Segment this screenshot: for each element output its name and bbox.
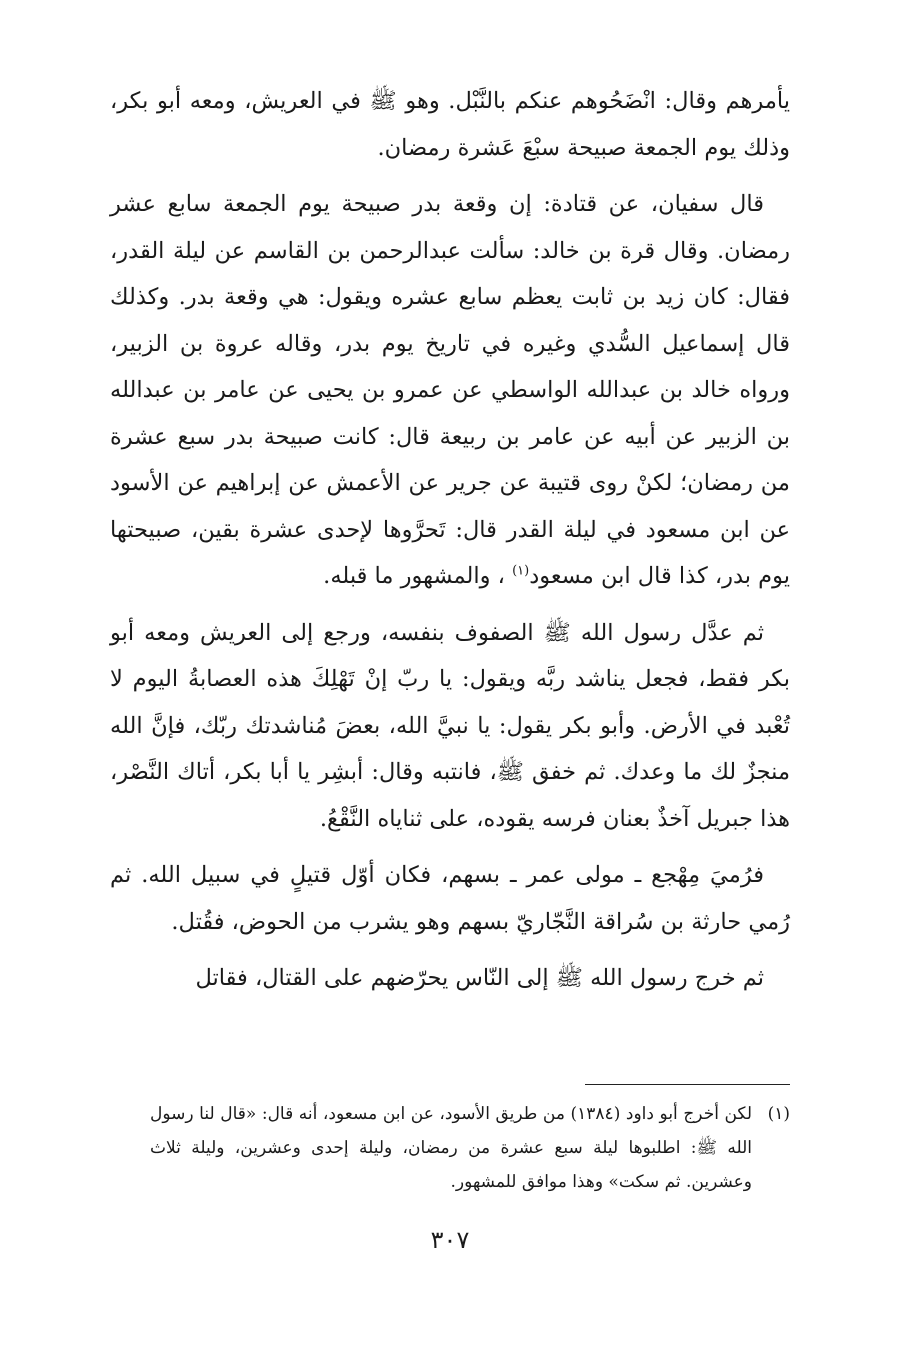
page-number: ٣٠٧	[430, 1226, 470, 1254]
footnotes-section	[150, 1097, 790, 1199]
footnote-reference[interactable]: (١)	[512, 563, 530, 579]
paragraph-2-text: قال سفيان، عن قتادة: إن وقعة بدر صبيحة يوم الجمعة سابع عشر رمضان. وقال قرة بن خالد: سألت عبدالرحمن بن القاسم عن ليلة القدر، فقال: كان زيد بن ثابت يعظم سابع عشره ويقول: هي وقعة بدر. وكذلك قال إسماعيل السُّدي وغيره في تاريخ يوم بدر، وقاله عروة بن الزبير، ورواه خالد بن عبدالله الواسطي عن عمرو بن يحيى عن عامر بن عبدالله بن الزبير عن أبيه عن عامر بن ربيعة قال: كانت صبيحة بدر سبع عشرة من رمضان؛ لكنْ روى قتيبة عن جرير عن الأعمش عن إبراهيم عن الأسود عن ابن مسعود في ليلة القدر قال: تَحرَّوها لإحدى عشرة بقين، صبيحتها يوم بدر، كذا قال ابن مسعود	[110, 191, 790, 589]
paragraph-4: فرُميَ مِهْجع ـ مولى عمر ـ بسهم، فكان أوّل قتيلٍ في سبيل الله. ثم رُمي حارثة بن سُراقة النَّجّاريّ بسهم وهو يشرب من الحوض، فقُتل.	[110, 862, 790, 935]
paragraph-2-tail: ، والمشهور ما قبله.	[323, 563, 505, 589]
paragraph-2	[110, 181, 790, 600]
main-text	[110, 78, 790, 1002]
footnote-1	[150, 1097, 790, 1199]
footnote-divider	[585, 1084, 790, 1085]
footnote-marker: (١)	[767, 1104, 790, 1124]
paragraph-3: ثم عدَّل رسول الله ﷺ الصفوف بنفسه، ورجع إلى العريش ومعه أبو بكر فقط، فجعل يناشد ربَّه ويقول: يا ربّ إنْ تَهْلِكَ هذه العصابةُ اليوم لا تُعْبد في الأرض. وأبو بكر يقول: يا نبيَّ الله، بعضَ مُناشدتك ربّك، فإنَّ الله منجزٌ لك ما وعدك. ثم خفق ﷺ، فانتبه وقال: أبشِر يا أبا بكر، أتاك النَّصْر، هذا جبريل آخذٌ بعنان فرسه يقوده، على ثناياه النَّقْعُ.	[110, 619, 790, 832]
paragraph-5: ثم خرج رسول الله ﷺ إلى النّاس يحرّضهم على القتال، فقاتل	[195, 965, 764, 991]
footnote-text: لكن أخرج أبو داود (١٣٨٤) من طريق الأسود، عن ابن مسعود، أنه قال: «قال لنا رسول الله ﷺ: اطلبوها ليلة سبع عشرة من رمضان، وليلة إحدى وعشرين، وليلة ثلاث وعشرين. ثم سكت» وهذا موافق للمشهور.	[150, 1104, 753, 1192]
paragraph-1: يأمرهم وقال: انْضَحُوهم عنكم بالنَّبْل. وهو ﷺ في العريش، ومعه أبو بكر، وذلك يوم الجمعة صبيحة سبْعَ عَشرة رمضان.	[110, 88, 790, 161]
